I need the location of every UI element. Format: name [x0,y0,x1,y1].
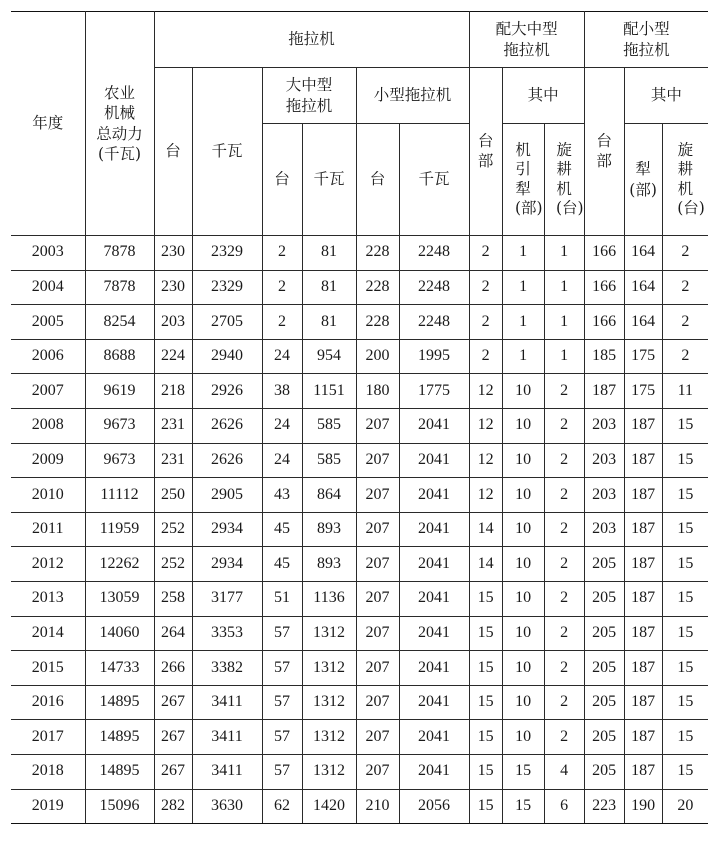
cell-rotary-large: 6 [544,789,584,824]
cell-small-impl-count: 166 [584,270,624,305]
cell-lm-count: 57 [262,651,302,686]
cell-tractor-power: 3630 [192,789,262,824]
cell-small-impl-count: 223 [584,789,624,824]
cell-large-impl-count: 2 [469,236,502,271]
cell-small-power: 2041 [399,651,469,686]
cell-rotary-large: 2 [544,374,584,409]
table-row [11,236,708,271]
cell-small-count: 207 [356,720,399,755]
header-power-line4: (千瓦) [97,144,142,163]
cell-small-power: 2248 [399,305,469,340]
cell-tractor-power: 2705 [192,305,262,340]
cell-rotary-small: 15 [662,512,708,547]
header-lm-count: 台 [262,124,302,236]
cell-total-power: 14895 [85,754,154,789]
cell-plow: 187 [624,478,662,513]
table-row [11,339,708,374]
cell-small-count: 207 [356,616,399,651]
cell-plow-tractor: 10 [502,581,544,616]
cell-small-count: 200 [356,339,399,374]
cell-tractor-count: 267 [154,720,192,755]
header-tractor-power: 千瓦 [192,68,262,236]
cell-rotary-small: 15 [662,408,708,443]
cell-rotary-small: 15 [662,685,708,720]
cell-lm-count: 2 [262,236,302,271]
cell-large-impl-count: 14 [469,512,502,547]
cell-total-power: 8688 [85,339,154,374]
cell-plow-tractor: 10 [502,616,544,651]
cell-plow: 175 [624,339,662,374]
cell-small-power: 2041 [399,443,469,478]
cell-tractor-count: 252 [154,512,192,547]
cell-tractor-count: 203 [154,305,192,340]
cell-plow: 187 [624,651,662,686]
header-large-impl-count: 台部 [469,68,502,236]
cell-rotary-large: 1 [544,236,584,271]
table-row [11,651,708,686]
cell-tractor-count: 266 [154,651,192,686]
cell-large-impl-count: 15 [469,581,502,616]
cell-small-impl-count: 185 [584,339,624,374]
cell-plow: 187 [624,512,662,547]
cell-tractor-power: 3411 [192,720,262,755]
cell-large-impl-count: 15 [469,651,502,686]
cell-small-count: 207 [356,512,399,547]
cell-tractor-power: 3353 [192,616,262,651]
cell-small-count: 228 [356,270,399,305]
cell-lm-count: 45 [262,547,302,582]
cell-lm-count: 38 [262,374,302,409]
cell-tractor-power: 2905 [192,478,262,513]
cell-plow: 187 [624,685,662,720]
cell-rotary-small: 15 [662,754,708,789]
cell-lm-count: 51 [262,581,302,616]
cell-small-impl-count: 205 [584,754,624,789]
cell-small-impl-count: 205 [584,616,624,651]
cell-small-impl-count: 205 [584,547,624,582]
cell-small-power: 1775 [399,374,469,409]
cell-tractor-count: 282 [154,789,192,824]
cell-tractor-power: 3177 [192,581,262,616]
cell-rotary-small: 15 [662,443,708,478]
cell-tractor-count: 252 [154,547,192,582]
cell-tractor-count: 267 [154,754,192,789]
cell-small-count: 210 [356,789,399,824]
cell-small-count: 207 [356,581,399,616]
table-row [11,754,708,789]
cell-plow: 164 [624,236,662,271]
table-body [11,236,708,824]
cell-lm-count: 24 [262,408,302,443]
header-rotary-tiller-large: 旋耕机(台) [544,124,584,236]
cell-tractor-power: 3411 [192,754,262,789]
cell-total-power: 9619 [85,374,154,409]
cell-tractor-count: 250 [154,478,192,513]
cell-small-impl-count: 166 [584,236,624,271]
cell-plow: 164 [624,305,662,340]
cell-plow: 187 [624,443,662,478]
cell-plow-tractor: 10 [502,443,544,478]
cell-small-count: 207 [356,478,399,513]
cell-large-impl-count: 14 [469,547,502,582]
cell-lm-power: 1312 [302,651,356,686]
cell-total-power: 11112 [85,478,154,513]
cell-small-impl-count: 203 [584,408,624,443]
cell-tractor-power: 2329 [192,236,262,271]
cell-small-count: 207 [356,408,399,443]
cell-total-power: 14895 [85,720,154,755]
cell-tractor-count: 258 [154,581,192,616]
cell-tractor-power: 2934 [192,512,262,547]
cell-lm-power: 1136 [302,581,356,616]
cell-small-power: 2056 [399,789,469,824]
cell-small-power: 2041 [399,547,469,582]
cell-rotary-large: 2 [544,651,584,686]
cell-rotary-large: 1 [544,270,584,305]
cell-rotary-small: 15 [662,651,708,686]
header-large-medium-tractor: 大中型 拖拉机 [262,68,356,124]
cell-rotary-small: 15 [662,720,708,755]
cell-rotary-large: 2 [544,616,584,651]
cell-small-impl-count: 187 [584,374,624,409]
cell-plow-tractor: 10 [502,478,544,513]
header-power-line1: 农业 [103,84,135,103]
header-total-power [85,12,154,236]
cell-small-power: 2041 [399,616,469,651]
cell-lm-count: 2 [262,305,302,340]
header-small-tractor: 小型拖拉机 [356,68,469,124]
cell-plow-tractor: 10 [502,685,544,720]
header-small-power: 千瓦 [399,124,469,236]
cell-small-power: 2041 [399,581,469,616]
cell-lm-power: 585 [302,408,356,443]
cell-plow-tractor: 1 [502,305,544,340]
cell-large-impl-count: 15 [469,685,502,720]
cell-total-power: 15096 [85,789,154,824]
cell-lm-count: 24 [262,339,302,374]
cell-year: 2011 [11,512,85,547]
cell-small-count: 207 [356,754,399,789]
cell-large-impl-count: 15 [469,789,502,824]
cell-plow: 190 [624,789,662,824]
header-lm-power: 千瓦 [302,124,356,236]
cell-rotary-large: 2 [544,720,584,755]
cell-large-impl-count: 12 [469,478,502,513]
cell-small-count: 207 [356,651,399,686]
cell-rotary-small: 15 [662,616,708,651]
cell-rotary-small: 15 [662,478,708,513]
cell-plow-tractor: 1 [502,339,544,374]
cell-year: 2008 [11,408,85,443]
cell-lm-power: 1312 [302,685,356,720]
machinery-statistics-table [11,11,708,824]
cell-tractor-count: 231 [154,443,192,478]
cell-large-impl-count: 15 [469,754,502,789]
cell-large-impl-count: 12 [469,443,502,478]
table-row [11,616,708,651]
cell-lm-power: 585 [302,443,356,478]
table-row [11,789,708,824]
cell-tractor-power: 2626 [192,408,262,443]
cell-rotary-small: 20 [662,789,708,824]
cell-tractor-power: 2626 [192,443,262,478]
cell-rotary-small: 2 [662,305,708,340]
cell-plow-tractor: 10 [502,512,544,547]
cell-tractor-power: 3411 [192,685,262,720]
cell-small-count: 228 [356,305,399,340]
cell-plow: 187 [624,547,662,582]
cell-total-power: 14895 [85,685,154,720]
header-small-implements: 配小型 拖拉机 [584,12,708,68]
cell-small-impl-count: 205 [584,581,624,616]
cell-lm-count: 62 [262,789,302,824]
cell-small-count: 207 [356,547,399,582]
header-plow: 犁 (部) [624,124,662,236]
cell-lm-power: 954 [302,339,356,374]
cell-total-power: 11959 [85,512,154,547]
cell-year: 2017 [11,720,85,755]
cell-rotary-small: 2 [662,339,708,374]
table-row [11,512,708,547]
table-row [11,547,708,582]
cell-rotary-large: 1 [544,305,584,340]
cell-rotary-large: 1 [544,339,584,374]
cell-small-power: 2041 [399,754,469,789]
cell-small-power: 2248 [399,236,469,271]
cell-plow: 187 [624,720,662,755]
table-row [11,443,708,478]
cell-small-count: 180 [356,374,399,409]
cell-year: 2006 [11,339,85,374]
cell-tractor-count: 231 [154,408,192,443]
cell-small-power: 2041 [399,685,469,720]
cell-rotary-small: 15 [662,581,708,616]
cell-year: 2012 [11,547,85,582]
table-row [11,685,708,720]
cell-year: 2009 [11,443,85,478]
cell-lm-power: 81 [302,305,356,340]
cell-plow: 187 [624,581,662,616]
header-small-impl-count: 台部 [584,68,624,236]
cell-plow: 187 [624,754,662,789]
cell-total-power: 12262 [85,547,154,582]
cell-small-impl-count: 203 [584,512,624,547]
header-small-of-which: 其中 [624,68,708,124]
cell-rotary-large: 2 [544,685,584,720]
cell-rotary-large: 2 [544,478,584,513]
cell-lm-power: 1312 [302,754,356,789]
cell-total-power: 14733 [85,651,154,686]
cell-small-power: 2041 [399,408,469,443]
cell-lm-count: 57 [262,616,302,651]
header-power-line2: 机械 [103,104,135,123]
cell-plow-tractor: 10 [502,720,544,755]
cell-small-count: 207 [356,443,399,478]
cell-lm-power: 81 [302,236,356,271]
cell-large-impl-count: 12 [469,408,502,443]
cell-plow: 187 [624,408,662,443]
cell-tractor-power: 3382 [192,651,262,686]
cell-total-power: 14060 [85,616,154,651]
cell-large-impl-count: 12 [469,374,502,409]
cell-tractor-power: 2934 [192,547,262,582]
cell-year: 2003 [11,236,85,271]
cell-total-power: 7878 [85,270,154,305]
cell-plow-tractor: 10 [502,408,544,443]
table-row [11,374,708,409]
cell-year: 2005 [11,305,85,340]
cell-tractor-power: 2926 [192,374,262,409]
cell-year: 2010 [11,478,85,513]
cell-year: 2013 [11,581,85,616]
cell-small-power: 1995 [399,339,469,374]
cell-year: 2004 [11,270,85,305]
cell-plow: 175 [624,374,662,409]
cell-year: 2007 [11,374,85,409]
table-row [11,478,708,513]
cell-lm-power: 893 [302,512,356,547]
cell-large-impl-count: 15 [469,616,502,651]
cell-small-impl-count: 205 [584,720,624,755]
cell-rotary-small: 15 [662,547,708,582]
cell-rotary-large: 4 [544,754,584,789]
cell-small-power: 2041 [399,512,469,547]
header-year: 年度 [11,12,85,236]
header-power-line3: 总动力 [96,124,143,143]
cell-rotary-small: 11 [662,374,708,409]
cell-lm-power: 1312 [302,720,356,755]
cell-small-impl-count: 203 [584,478,624,513]
cell-rotary-large: 2 [544,547,584,582]
header-tractor-count: 台 [154,68,192,236]
cell-rotary-small: 2 [662,236,708,271]
cell-lm-power: 864 [302,478,356,513]
cell-rotary-large: 2 [544,581,584,616]
cell-lm-count: 43 [262,478,302,513]
cell-large-impl-count: 15 [469,720,502,755]
header-small-count: 台 [356,124,399,236]
cell-large-impl-count: 2 [469,270,502,305]
header-plow-tractor: 机引犁(部) [502,124,544,236]
cell-small-impl-count: 166 [584,305,624,340]
cell-large-impl-count: 2 [469,339,502,374]
cell-lm-count: 2 [262,270,302,305]
cell-small-count: 228 [356,236,399,271]
cell-tractor-count: 218 [154,374,192,409]
table-row [11,270,708,305]
cell-lm-count: 57 [262,720,302,755]
table-row [11,581,708,616]
header-large-implements: 配大中型 拖拉机 [469,12,584,68]
cell-small-impl-count: 205 [584,651,624,686]
cell-small-power: 2041 [399,478,469,513]
cell-lm-power: 893 [302,547,356,582]
cell-year: 2019 [11,789,85,824]
cell-year: 2016 [11,685,85,720]
header-rotary-tiller-small: 旋耕机(台) [662,124,708,236]
cell-rotary-large: 2 [544,512,584,547]
cell-tractor-power: 2329 [192,270,262,305]
table-header [11,12,708,236]
table-row [11,305,708,340]
cell-plow-tractor: 10 [502,374,544,409]
cell-year: 2014 [11,616,85,651]
cell-small-count: 207 [356,685,399,720]
table-row [11,408,708,443]
cell-plow: 164 [624,270,662,305]
cell-tractor-count: 230 [154,236,192,271]
cell-lm-power: 1151 [302,374,356,409]
table-row [11,720,708,755]
cell-tractor-count: 267 [154,685,192,720]
cell-lm-count: 24 [262,443,302,478]
cell-lm-count: 57 [262,685,302,720]
header-tractor: 拖拉机 [154,12,469,68]
cell-rotary-large: 2 [544,443,584,478]
cell-rotary-large: 2 [544,408,584,443]
cell-lm-count: 57 [262,754,302,789]
cell-tractor-count: 230 [154,270,192,305]
cell-small-impl-count: 205 [584,685,624,720]
cell-plow-tractor: 15 [502,789,544,824]
cell-large-impl-count: 2 [469,305,502,340]
cell-lm-power: 81 [302,270,356,305]
cell-year: 2015 [11,651,85,686]
cell-plow-tractor: 10 [502,651,544,686]
cell-total-power: 7878 [85,236,154,271]
cell-total-power: 8254 [85,305,154,340]
cell-small-power: 2248 [399,270,469,305]
cell-small-impl-count: 203 [584,443,624,478]
cell-lm-count: 45 [262,512,302,547]
cell-tractor-count: 264 [154,616,192,651]
cell-plow-tractor: 10 [502,547,544,582]
cell-rotary-small: 2 [662,270,708,305]
cell-plow-tractor: 15 [502,754,544,789]
cell-lm-power: 1312 [302,616,356,651]
cell-lm-power: 1420 [302,789,356,824]
header-large-of-which: 其中 [502,68,584,124]
cell-year: 2018 [11,754,85,789]
cell-total-power: 9673 [85,443,154,478]
cell-plow-tractor: 1 [502,236,544,271]
cell-total-power: 9673 [85,408,154,443]
cell-plow-tractor: 1 [502,270,544,305]
cell-total-power: 13059 [85,581,154,616]
cell-tractor-power: 2940 [192,339,262,374]
cell-tractor-count: 224 [154,339,192,374]
cell-small-power: 2041 [399,720,469,755]
cell-plow: 187 [624,616,662,651]
